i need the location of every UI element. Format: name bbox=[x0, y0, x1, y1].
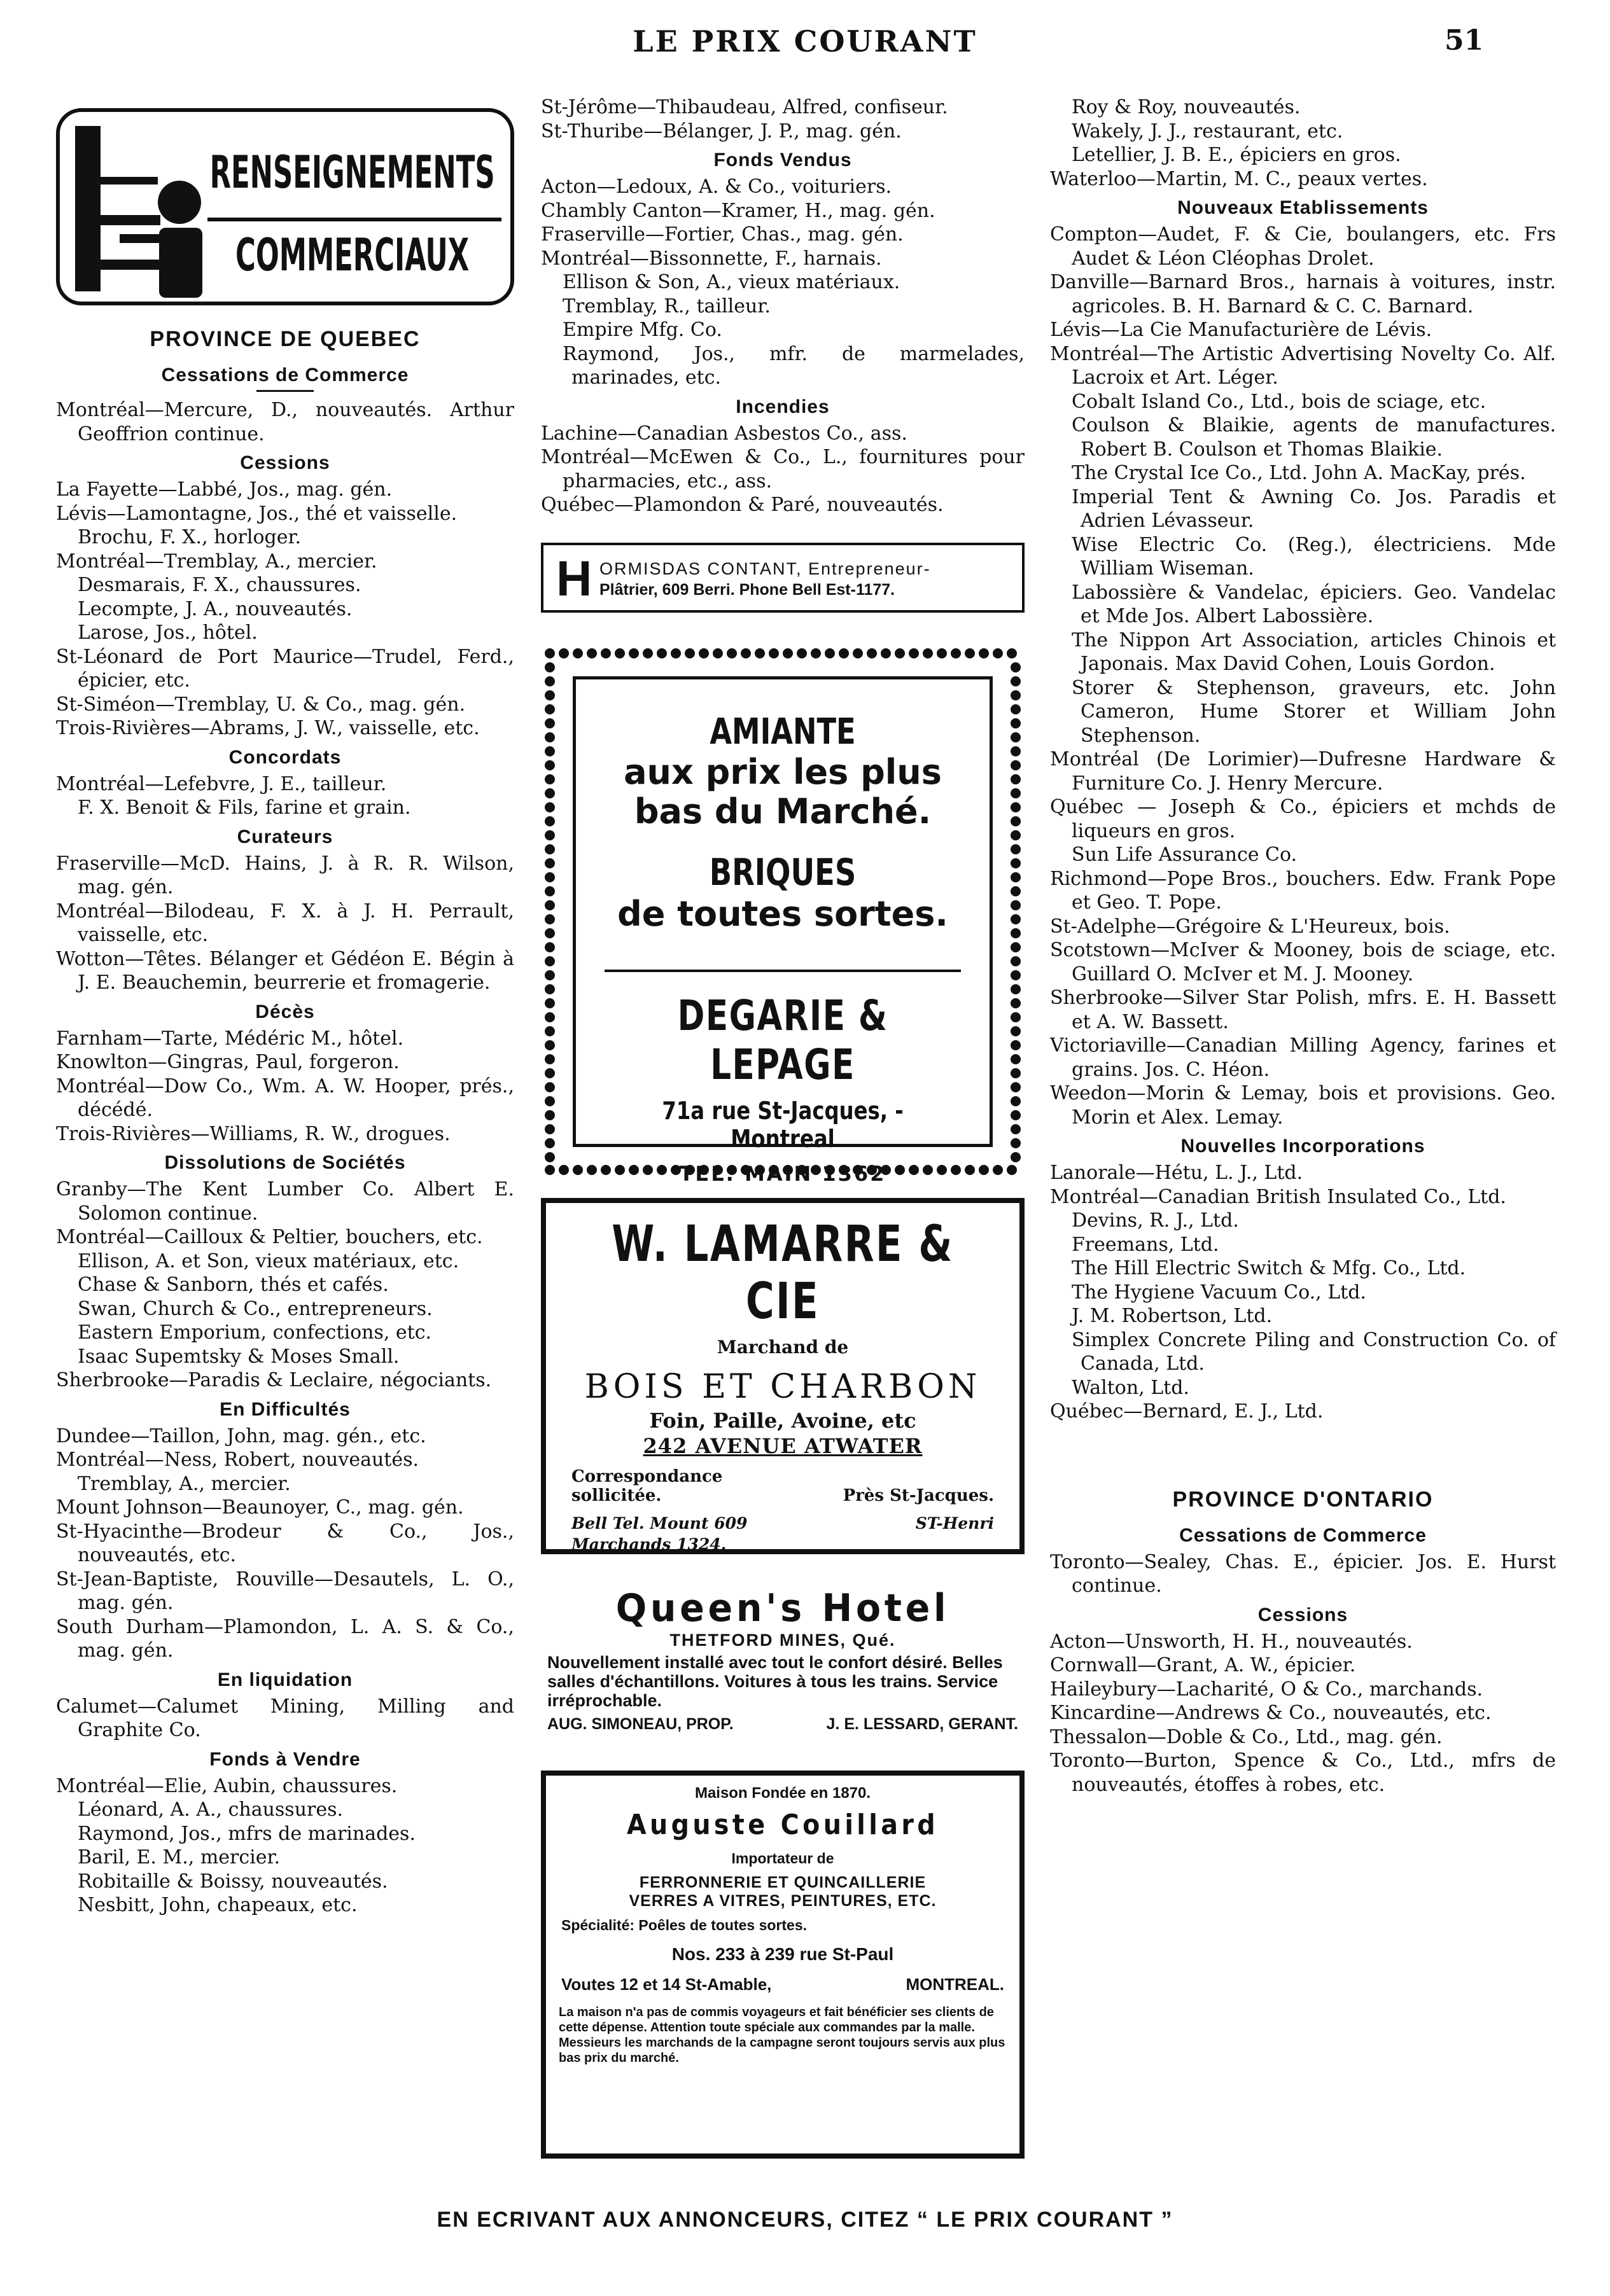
ad-line: W. LAMARRE & CIE bbox=[612, 1215, 954, 1330]
list-item: Montréal—Cailloux & Peltier, bouchers, etc. bbox=[56, 1226, 483, 1248]
ad-line: Bell Tel. Mount 609 bbox=[571, 1513, 748, 1533]
ad-line: 71a rue St-Jacques, - Montreal bbox=[662, 1096, 904, 1153]
list-item: Chase & Sanborn, thés et cafés. bbox=[78, 1274, 389, 1296]
list-item: Brochu, F. X., horloger. bbox=[78, 526, 302, 548]
border-dot bbox=[1011, 956, 1021, 966]
ad-row bbox=[546, 1535, 1019, 1554]
border-dot bbox=[727, 648, 737, 658]
border-dot bbox=[559, 648, 569, 658]
border-dot bbox=[1011, 984, 1021, 994]
border-dot bbox=[1011, 718, 1021, 728]
list-item: Fraserville—McD. Hains, J. à R. R. Wilson, mag. gén. bbox=[56, 852, 514, 898]
border-dot bbox=[545, 802, 555, 812]
border-dot bbox=[741, 648, 751, 658]
list-item: Empire Mfg. Co. bbox=[563, 319, 722, 341]
border-dot bbox=[1011, 1012, 1021, 1022]
list-item: Danville—Barnard Bros., harnais à voitures, instr. agricoles. B. H. Barnard & C. C. Barnard. bbox=[1050, 271, 1556, 317]
list-item: St-Jérôme—Thibaudeau, Alfred, confiseur. bbox=[541, 96, 948, 118]
border-dot bbox=[671, 648, 681, 658]
section-heading: Concordats bbox=[228, 746, 342, 768]
list-item: Acton—Unsworth, H. H., nouveautés. bbox=[1050, 1630, 1413, 1653]
border-dot bbox=[811, 648, 821, 658]
border-dot bbox=[1011, 774, 1021, 784]
border-dot bbox=[545, 830, 555, 840]
section-heading: Fonds à Vendre bbox=[209, 1748, 361, 1770]
ad-row bbox=[546, 1514, 1019, 1533]
list-item: Wise Electric Co. (Reg.), électriciens. Mde William Wiseman. bbox=[1072, 533, 1556, 580]
border-dot bbox=[1007, 1165, 1017, 1175]
list-item: Scotstown—McIver & Mooney, bois de sciage, etc. Guillard O. McIver et M. J. Mooney. bbox=[1050, 939, 1556, 985]
list-item: Montréal—Lefebvre, J. E., tailleur. bbox=[56, 772, 387, 795]
list-item: Fraserville—Fortier, Chas., mag. gén. bbox=[541, 223, 904, 246]
ad-line: ST-Henri bbox=[915, 1513, 994, 1533]
border-dot bbox=[573, 648, 583, 658]
border-dot bbox=[1011, 928, 1021, 938]
border-dot bbox=[545, 1068, 555, 1078]
heading-rule bbox=[256, 390, 314, 392]
border-dot bbox=[545, 704, 555, 714]
border-dot bbox=[853, 648, 863, 658]
ad-initial: H bbox=[556, 550, 592, 606]
border-dot bbox=[1011, 1096, 1021, 1106]
list-item: Waterloo—Martin, M. C., peaux vertes. bbox=[1050, 167, 1428, 190]
list-item: Nesbitt, John, chapeaux, etc. bbox=[78, 1894, 358, 1916]
ad-line: Foin, Paille, Avoine, etc bbox=[649, 1408, 916, 1433]
ad-line: La maison n'a pas de commis voyageurs et fait bénéficier ses clients de cette dépense. Attention toute spéciale aux commandes par la malle. Messieurs les marchands de la campagne seront toujours servis aux plus bas prix du marché. bbox=[559, 2005, 1005, 2065]
list-item: Montréal (De Lorimier)—Dufresne Hardware & Furniture Co. J. Henry Mercure. bbox=[1050, 748, 1556, 795]
section-heading: Cessations de Commerce bbox=[161, 365, 409, 386]
border-dot bbox=[545, 858, 555, 868]
border-dot bbox=[615, 648, 625, 658]
ad-row bbox=[541, 1710, 1025, 1734]
ad-line: Correspondance bbox=[571, 1466, 723, 1486]
border-dot bbox=[1011, 788, 1021, 798]
column-1 bbox=[56, 95, 514, 1917]
list-item: Tremblay, R., tailleur. bbox=[563, 295, 771, 317]
border-dot bbox=[783, 648, 793, 658]
border-dot bbox=[1007, 648, 1017, 658]
list-item: Tremblay, A., mercier. bbox=[78, 1472, 291, 1495]
list-item: Toronto—Sealey, Chas. E., épicier. Jos. E. Hurst continue. bbox=[1050, 1550, 1556, 1597]
list-item: La Fayette—Labbé, Jos., mag. gén. bbox=[56, 478, 393, 501]
list-item: Haileybury—Lacharité, O & Co., marchands. bbox=[1050, 1678, 1483, 1701]
ad-line: Importateur de bbox=[731, 1849, 834, 1867]
column-2 bbox=[541, 95, 1025, 2159]
ad-line: DEGARIE & LEPAGE bbox=[677, 991, 888, 1089]
border-dot bbox=[545, 1165, 555, 1175]
list-item: Montréal—Dow Co., Wm. A. W. Hooper, prés., décédé. bbox=[56, 1075, 514, 1121]
section-heading: Cessions bbox=[240, 452, 330, 473]
ad-line: Nos. 233 à 239 rue St-Paul bbox=[671, 1944, 894, 1964]
list-item: Swan, Church & Co., entrepreneurs. bbox=[78, 1297, 433, 1320]
border-dot bbox=[755, 648, 765, 658]
section-heading: En Difficultés bbox=[220, 1398, 351, 1420]
ad-line: Auguste Couillard bbox=[626, 1808, 939, 1841]
list-item: Thessalon—Doble & Co., Ltd., mag. gén. bbox=[1050, 1725, 1443, 1748]
list-item: Sherbrooke—Paradis & Leclaire, négociants. bbox=[56, 1369, 492, 1391]
list-item: The Hill Electric Switch & Mfg. Co., Ltd. bbox=[1072, 1257, 1466, 1279]
list-item: Devins, R. J., Ltd. bbox=[1072, 1209, 1239, 1232]
border-dot bbox=[559, 1165, 569, 1175]
border-dot bbox=[545, 998, 555, 1008]
border-dot bbox=[1011, 676, 1021, 686]
list-item: Chambly Canton—Kramer, H., mag. gén. bbox=[541, 199, 935, 222]
logo-line-1: RENSEIGNEMENTS bbox=[209, 146, 495, 198]
list-item: Raymond, Jos., mfr. de marmelades, marinades, etc. bbox=[563, 342, 1025, 389]
advertisement-lamarre bbox=[541, 1198, 1025, 1554]
ad-line: MONTREAL. bbox=[906, 1974, 1004, 1994]
border-dot bbox=[545, 732, 555, 742]
section-logo bbox=[56, 95, 514, 312]
ad-line: Spécialité: Poêles de toutes sortes. bbox=[561, 1916, 808, 1933]
list-item: Montréal—Bissonnette, F., harnais. bbox=[541, 247, 882, 270]
border-dot bbox=[545, 676, 555, 686]
ad-line: THETFORD MINES, Qué. bbox=[669, 1630, 896, 1650]
border-dot bbox=[545, 1110, 555, 1120]
page-footer: EN ECRIVANT AUX ANNONCEURS, CITEZ “ LE PRIX COURANT ” bbox=[437, 2208, 1173, 2232]
border-dot bbox=[545, 1138, 555, 1148]
border-dot bbox=[699, 648, 709, 658]
ad-line: Marchand de bbox=[717, 1336, 849, 1358]
border-dot bbox=[1011, 1054, 1021, 1064]
ad-line: sollicitée. bbox=[571, 1485, 662, 1505]
border-dot bbox=[601, 648, 611, 658]
border-dot bbox=[545, 956, 555, 966]
list-item: Trois-Rivières—Abrams, J. W., vaisselle, etc. bbox=[56, 717, 480, 739]
list-item: The Crystal Ice Co., Ltd. John A. MacKay, prés. bbox=[1072, 462, 1526, 484]
border-dot bbox=[923, 648, 933, 658]
border-dot bbox=[965, 648, 975, 658]
list-item: Montréal—The Artistic Advertising Novelty Co. Alf. Lacroix et Art. Léger. bbox=[1050, 342, 1556, 389]
border-dot bbox=[1011, 914, 1021, 924]
list-item: Toronto—Burton, Spence & Co., Ltd., mfrs de nouveautés, étoffes à robes, etc. bbox=[1050, 1750, 1556, 1796]
list-item: Montréal—McEwen & Co., L., fournitures pour pharmacies, etc., ass. bbox=[541, 446, 1025, 492]
border-dot bbox=[545, 900, 555, 910]
border-dot bbox=[937, 648, 947, 658]
list-item: Richmond—Pope Bros., bouchers. Edw. Frank Pope et Geo. T. Pope. bbox=[1050, 867, 1556, 914]
list-item: Freemans, Ltd. bbox=[1072, 1233, 1219, 1256]
border-dot bbox=[993, 1165, 1003, 1175]
border-dot bbox=[545, 648, 555, 658]
border-dot bbox=[1011, 1082, 1021, 1092]
list-item: Montréal—Mercure, D., nouveautés. Arthur Geoffrion continue. bbox=[56, 399, 514, 445]
ad-line: VERRES A VITRES, PEINTURES, ETC. bbox=[629, 1891, 937, 1910]
list-item: Sun Life Assurance Co. bbox=[1072, 844, 1298, 866]
section-heading: Cessions bbox=[1257, 1604, 1348, 1625]
ad-line: de toutes sortes. bbox=[617, 893, 948, 934]
border-dot bbox=[545, 760, 555, 770]
border-dot bbox=[1011, 970, 1021, 980]
advertisement-queens-hotel bbox=[541, 1586, 1025, 1751]
list-item: Acton—Ledoux, A. & Co., voituriers. bbox=[541, 176, 892, 198]
border-dot bbox=[1011, 1068, 1021, 1078]
ad-line: Nouvellement installé avec tout le confort désiré. Belles salles d'échantillons. Voitures à tous les trains. Service irréprochable. bbox=[547, 1652, 1003, 1710]
border-dot bbox=[545, 1040, 555, 1050]
border-dot bbox=[1011, 1040, 1021, 1050]
border-dot bbox=[545, 1082, 555, 1092]
border-dot bbox=[951, 648, 961, 658]
ad-line: Voutes 12 et 14 St-Amable, bbox=[561, 1974, 772, 1994]
ad-line: FERRONNERIE ET QUINCAILLERIE bbox=[639, 1873, 927, 1891]
list-item: Imperial Tent & Awning Co. Jos. Paradis et Adrien Lévasseur. bbox=[1072, 485, 1556, 532]
border-dot bbox=[545, 690, 555, 700]
border-dot bbox=[685, 648, 695, 658]
list-item: J. M. Robertson, Ltd. bbox=[1072, 1305, 1273, 1327]
list-item: Ellison & Son, A., vieux matériaux. bbox=[563, 271, 900, 293]
list-item: Lévis—La Cie Manufacturière de Lévis. bbox=[1050, 319, 1432, 341]
list-item: Walton, Ltd. bbox=[1072, 1376, 1189, 1399]
ad-line: Queen's Hotel bbox=[615, 1585, 950, 1631]
border-dot bbox=[1011, 1026, 1021, 1036]
border-dot bbox=[1011, 746, 1021, 756]
border-dot bbox=[1011, 1152, 1021, 1162]
section-heading: Nouveaux Etablissements bbox=[1177, 197, 1429, 218]
list-item: Larose, Jos., hôtel. bbox=[78, 622, 258, 644]
province-heading: PROVINCE DE QUEBEC bbox=[150, 327, 421, 351]
border-dot bbox=[1011, 1124, 1021, 1134]
logo-line-2: COMMERCIAUX bbox=[235, 229, 470, 281]
list-item: Baril, E. M., mercier. bbox=[78, 1846, 281, 1868]
list-item: Isaac Supemtsky & Moses Small. bbox=[78, 1345, 400, 1368]
list-item: St-Hyacinthe—Brodeur & Co., Jos., nouveautés, etc. bbox=[56, 1520, 514, 1566]
border-dot bbox=[867, 648, 877, 658]
border-dot bbox=[909, 648, 919, 658]
ad-line: AUG. SIMONEAU, PROP. bbox=[547, 1715, 734, 1733]
running-header-title: LE PRIX COURANT bbox=[633, 24, 977, 59]
column-3 bbox=[1050, 95, 1556, 1797]
logo-divider bbox=[207, 218, 501, 221]
list-item: Montréal—Elie, Aubin, chaussures. bbox=[56, 1774, 398, 1797]
section-heading: En liquidation bbox=[217, 1669, 353, 1690]
ad-row bbox=[546, 1975, 1019, 1994]
border-dot bbox=[1011, 886, 1021, 896]
border-dot bbox=[1011, 872, 1021, 882]
ad-divider bbox=[605, 970, 961, 972]
ad-row bbox=[546, 1467, 1019, 1505]
list-item: Robitaille & Boissy, nouveautés. bbox=[78, 1870, 388, 1893]
advertisement-degarie-lepage bbox=[541, 644, 1025, 1186]
border-dot bbox=[1011, 830, 1021, 840]
list-item: Léonard, A. A., chaussures. bbox=[78, 1799, 344, 1821]
list-item: Roy & Roy, nouveautés. bbox=[1072, 96, 1301, 118]
border-dot bbox=[1011, 998, 1021, 1008]
list-item: The Nippon Art Association, articles Chinois et Japonais. Max David Cohen, Louis Gordon. bbox=[1072, 629, 1556, 675]
list-item: Lévis—Lamontagne, Jos., thé et vaisselle. bbox=[56, 502, 458, 525]
ad-line: 242 AVENUE ATWATER bbox=[643, 1433, 923, 1458]
list-item: Granby—The Kent Lumber Co. Albert E. Solomon continue. bbox=[56, 1178, 514, 1225]
ad-line: Plâtrier, 609 Berri. Phone Bell Est-1177. bbox=[599, 580, 895, 599]
border-dot bbox=[545, 788, 555, 798]
list-item: St-Thuribe—Bélanger, J. P., mag. gén. bbox=[541, 120, 902, 143]
list-item: Storer & Stephenson, graveurs, etc. John Cameron, Hume Storer et William John Stephenson. bbox=[1072, 676, 1556, 747]
list-item: Québec—Bernard, E. J., Ltd. bbox=[1050, 1400, 1324, 1423]
list-item: Lanorale—Hétu, L. J., Ltd. bbox=[1050, 1162, 1303, 1184]
logo-wordmark bbox=[202, 131, 502, 296]
advertisement-couillard bbox=[541, 1771, 1025, 2159]
advertisement-hormisdas-contant bbox=[541, 543, 1025, 613]
list-item: Farnham—Tarte, Médéric M., hôtel. bbox=[56, 1027, 404, 1050]
border-dot bbox=[797, 648, 807, 658]
ad-line: J. E. LESSARD, GERANT. bbox=[826, 1715, 1018, 1733]
border-dot bbox=[545, 1054, 555, 1064]
ad-line: bas du Marché. bbox=[634, 791, 932, 831]
border-dot bbox=[545, 872, 555, 882]
list-item: Lachine—Canadian Asbestos Co., ass. bbox=[541, 422, 907, 445]
border-dot bbox=[545, 928, 555, 938]
list-item: Montréal—Bilodeau, F. X. à J. H. Perrault, vaisselle, etc. bbox=[56, 900, 514, 946]
border-dot bbox=[545, 1152, 555, 1162]
list-item: St-Siméon—Tremblay, U. & Co., mag. gén. bbox=[56, 693, 466, 716]
clerk-at-desk-illustration bbox=[65, 107, 218, 310]
list-item: Calumet—Calumet Mining, Milling and Graphite Co. bbox=[56, 1695, 514, 1741]
list-item: Knowlton—Gingras, Paul, forgeron. bbox=[56, 1051, 400, 1073]
section-heading: Nouvelles Incorporations bbox=[1180, 1136, 1425, 1157]
border-dot bbox=[545, 844, 555, 854]
ad-line: Près St-Jacques. bbox=[843, 1485, 994, 1505]
list-item: Montréal—Ness, Robert, nouveautés. bbox=[56, 1449, 419, 1471]
section-heading: Incendies bbox=[736, 396, 830, 417]
border-dot bbox=[713, 648, 723, 658]
border-dot bbox=[545, 984, 555, 994]
list-item: Raymond, Jos., mfrs de marinades. bbox=[78, 1822, 416, 1845]
border-dot bbox=[1011, 858, 1021, 868]
list-item: Victoriaville—Canadian Milling Agency, farines et grains. Jos. C. Héon. bbox=[1050, 1034, 1556, 1081]
list-item: South Durham—Plamondon, L. A. S. & Co., mag. gén. bbox=[56, 1615, 514, 1662]
border-dot bbox=[1011, 816, 1021, 826]
border-dot bbox=[979, 648, 989, 658]
ad-line: Marchands 1324. bbox=[571, 1534, 727, 1554]
list-item: St-Adelphe—Grégoire & L'Heureux, bois. bbox=[1050, 915, 1450, 938]
list-item: Kincardine—Andrews & Co., nouveautés, etc. bbox=[1050, 1702, 1492, 1724]
border-dot bbox=[545, 914, 555, 924]
border-dot bbox=[1011, 844, 1021, 854]
ad-line: TEL. MAIN 1362 bbox=[679, 1161, 886, 1186]
list-item: St-Léonard de Port Maurice—Trudel, Ferd., épicier, etc. bbox=[56, 645, 514, 692]
border-dot bbox=[587, 648, 597, 658]
border-dot bbox=[545, 1026, 555, 1036]
list-item: Québec—Plamondon & Paré, nouveautés. bbox=[541, 494, 944, 516]
border-dot bbox=[1011, 760, 1021, 770]
ad-inner-frame bbox=[573, 676, 993, 1186]
border-dot bbox=[1011, 942, 1021, 952]
border-dot bbox=[545, 746, 555, 756]
border-dot bbox=[1011, 802, 1021, 812]
ad-line: AMIANTE bbox=[710, 711, 856, 753]
list-item: Ellison, A. et Son, vieux matériaux, etc. bbox=[78, 1249, 459, 1272]
list-item: Lecompte, J. A., nouveautés. bbox=[78, 597, 353, 620]
border-dot bbox=[1011, 662, 1021, 672]
border-dot bbox=[1011, 704, 1021, 714]
border-dot bbox=[825, 648, 835, 658]
border-dot bbox=[881, 648, 891, 658]
border-dot bbox=[545, 942, 555, 952]
section-heading: Curateurs bbox=[237, 826, 333, 847]
list-item: Wakely, J. J., restaurant, etc. bbox=[1072, 120, 1343, 143]
border-dot bbox=[1011, 1110, 1021, 1120]
list-item: Montréal—Tremblay, A., mercier. bbox=[56, 550, 377, 573]
list-item: Québec — Joseph & Co., épiciers et mchds de liqueurs en gros. bbox=[1050, 796, 1556, 842]
border-dot bbox=[1011, 690, 1021, 700]
list-item: Cobalt Island Co., Ltd., bois de sciage, etc. bbox=[1072, 390, 1487, 413]
border-dot bbox=[545, 718, 555, 728]
list-item: Wotton—Têtes. Bélanger et Gédéon E. Bégin à J. E. Beauchemin, beurrerie et fromagerie. bbox=[56, 947, 514, 994]
list-item: Letellier, J. B. E., épiciers en gros. bbox=[1072, 144, 1401, 166]
border-dot bbox=[545, 886, 555, 896]
border-dot bbox=[1011, 732, 1021, 742]
border-dot bbox=[545, 774, 555, 784]
border-dot bbox=[1011, 900, 1021, 910]
border-dot bbox=[545, 1012, 555, 1022]
page-number: 51 bbox=[1445, 24, 1484, 57]
border-dot bbox=[839, 648, 849, 658]
ad-line: BOIS ET CHARBON bbox=[584, 1367, 981, 1406]
ad-line: aux prix les plus bbox=[624, 751, 942, 792]
list-item: Cornwall—Grant, A. W., épicier. bbox=[1050, 1654, 1356, 1676]
border-dot bbox=[629, 648, 639, 658]
border-dot bbox=[545, 816, 555, 826]
list-item: Compton—Audet, F. & Cie, boulangers, etc. Frs Audet & Léon Cléophas Drolet. bbox=[1050, 223, 1556, 270]
province-heading: PROVINCE D'ONTARIO bbox=[1172, 1487, 1434, 1512]
list-item: Mount Johnson—Beaunoyer, C., mag. gén. bbox=[56, 1496, 464, 1519]
list-item: Eastern Emporium, confections, etc. bbox=[78, 1321, 432, 1344]
border-dot bbox=[545, 662, 555, 672]
list-item: St-Jean-Baptiste, Rouville—Desautels, L. O., mag. gén. bbox=[56, 1568, 514, 1614]
list-item: The Hygiene Vacuum Co., Ltd. bbox=[1072, 1281, 1366, 1304]
section-heading: Cessations de Commerce bbox=[1179, 1524, 1427, 1546]
border-dot bbox=[545, 1096, 555, 1106]
border-dot bbox=[1011, 1138, 1021, 1148]
border-dot bbox=[545, 970, 555, 980]
list-item: Coulson & Blaikie, agents de manufactures. Robert B. Coulson et Thomas Blaikie. bbox=[1072, 414, 1556, 461]
section-heading: Fonds Vendus bbox=[713, 150, 852, 170]
ad-line: BRIQUES bbox=[709, 850, 857, 894]
border-dot bbox=[545, 1124, 555, 1134]
border-dot bbox=[769, 648, 779, 658]
border-dot bbox=[643, 648, 653, 658]
list-item: Trois-Rivières—Williams, R. W., drogues. bbox=[56, 1122, 451, 1145]
list-item: Simplex Concrete Piling and Construction Co. of Canada, Ltd. bbox=[1072, 1328, 1556, 1375]
section-heading: Dissolutions de Sociétés bbox=[164, 1152, 406, 1173]
list-item: Montréal—Canadian British Insulated Co., Ltd. bbox=[1050, 1185, 1506, 1208]
list-item: Weedon—Morin & Lemay, bois et provisions. Geo. Morin et Alex. Lemay. bbox=[1050, 1082, 1556, 1129]
section-heading: Décès bbox=[255, 1001, 315, 1022]
border-dot bbox=[657, 648, 667, 658]
border-dot bbox=[895, 648, 905, 658]
border-dot bbox=[993, 648, 1003, 658]
list-item: Sherbrooke—Silver Star Polish, mfrs. E. H. Bassett et A. W. Bassett. bbox=[1050, 987, 1556, 1033]
list-item: Dundee—Taillon, John, mag. gén., etc. bbox=[56, 1424, 426, 1447]
ad-line: ORMISDAS CONTANT, Entrepreneur- bbox=[599, 559, 931, 578]
ad-line: Maison Fondée en 1870. bbox=[694, 1784, 871, 1802]
list-item: Desmarais, F. X., chaussures. bbox=[78, 574, 361, 596]
list-item: Labossière & Vandelac, épiciers. Geo. Vandelac et Mde Jos. Albert Labossière. bbox=[1072, 581, 1556, 627]
list-item: F. X. Benoit & Fils, farine et grain. bbox=[78, 797, 411, 819]
